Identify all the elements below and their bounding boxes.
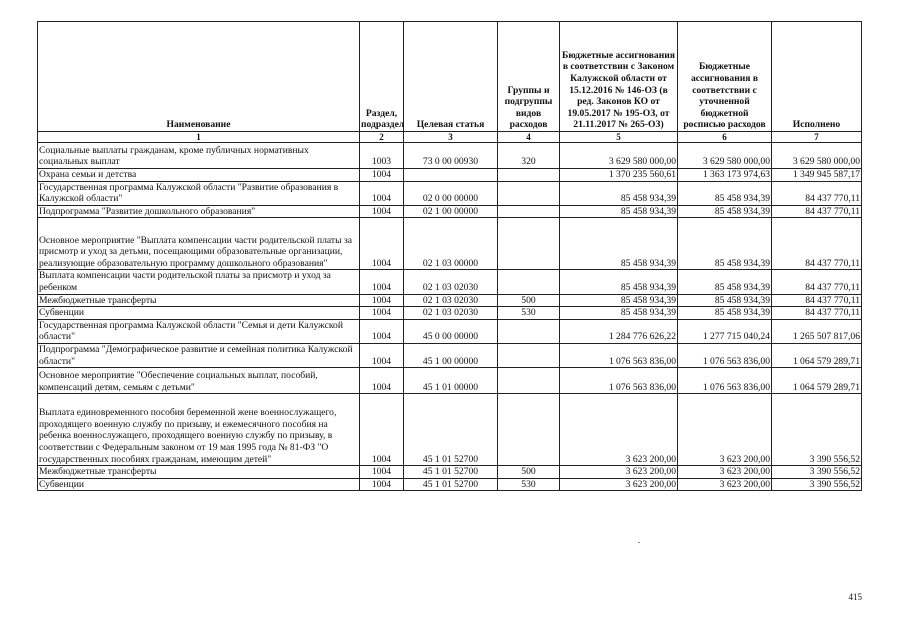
row-target: 45 1 01 52700 [404, 394, 498, 466]
table-row [38, 143, 862, 169]
table-row [38, 394, 862, 466]
row-allocated: 1 076 563 836,00 [560, 368, 678, 394]
row-target: 45 1 01 52700 [404, 466, 498, 479]
row-executed: 84 437 770,11 [772, 205, 862, 218]
col-header-section: Раздел, подраздел [360, 22, 404, 132]
row-allocated: 1 370 235 560,61 [560, 169, 678, 182]
row-section: 1003 [360, 143, 404, 169]
row-target: 02 1 00 00000 [404, 205, 498, 218]
row-name: Основное мероприятие "Обеспечение социальных выплат, пособий, компенсаций детям, семьям с детьми" [38, 368, 360, 394]
column-number-row [38, 132, 862, 143]
row-section: 1004 [360, 307, 404, 320]
row-refined: 3 623 200,00 [678, 466, 772, 479]
row-allocated: 85 458 934,39 [560, 307, 678, 320]
row-executed: 1 265 507 817,06 [772, 319, 862, 343]
row-allocated: 85 458 934,39 [560, 294, 678, 307]
scan-speck [638, 542, 640, 543]
row-allocated: 85 458 934,39 [560, 205, 678, 218]
row-target: 02 1 03 02030 [404, 307, 498, 320]
table-row [38, 270, 862, 294]
table-row [38, 294, 862, 307]
table-row [38, 478, 862, 491]
row-group [498, 270, 560, 294]
row-name: Подпрограмма "Демографическое развитие и семейная политика Калужской области" [38, 343, 360, 367]
row-section: 1004 [360, 270, 404, 294]
row-allocated: 3 623 200,00 [560, 478, 678, 491]
row-group: 500 [498, 466, 560, 479]
row-name: Государственная программа Калужской области "Развитие образования в Калужской области" [38, 181, 360, 205]
row-target: 02 1 03 02030 [404, 294, 498, 307]
budget-table [37, 21, 862, 491]
row-executed: 3 390 556,52 [772, 394, 862, 466]
row-refined: 1 277 715 040,24 [678, 319, 772, 343]
row-allocated: 1 076 563 836,00 [560, 343, 678, 367]
row-executed: 84 437 770,11 [772, 218, 862, 270]
row-allocated: 3 629 580 000,00 [560, 143, 678, 169]
row-group [498, 343, 560, 367]
row-group: 500 [498, 294, 560, 307]
column-number: 2 [360, 132, 404, 143]
row-target: 02 1 03 02030 [404, 270, 498, 294]
column-number: 4 [498, 132, 560, 143]
column-number: 7 [772, 132, 862, 143]
row-allocated: 1 284 776 626,22 [560, 319, 678, 343]
table-row [38, 466, 862, 479]
row-section: 1004 [360, 368, 404, 394]
row-executed: 3 390 556,52 [772, 478, 862, 491]
row-section: 1004 [360, 218, 404, 270]
table-row [38, 169, 862, 182]
row-refined: 3 629 580 000,00 [678, 143, 772, 169]
header-row [38, 22, 862, 132]
row-name: Охрана семьи и детства [38, 169, 360, 182]
row-executed: 84 437 770,11 [772, 294, 862, 307]
row-section: 1004 [360, 319, 404, 343]
row-group [498, 218, 560, 270]
col-header-target: Целевая статья [404, 22, 498, 132]
row-section: 1004 [360, 205, 404, 218]
row-group [498, 181, 560, 205]
col-header-executed: Исполнено [772, 22, 862, 132]
table-row [38, 319, 862, 343]
row-target: 45 0 00 00000 [404, 319, 498, 343]
row-name: Межбюджетные трансферты [38, 294, 360, 307]
row-group [498, 394, 560, 466]
row-allocated: 85 458 934,39 [560, 270, 678, 294]
row-allocated: 85 458 934,39 [560, 181, 678, 205]
row-allocated: 3 623 200,00 [560, 466, 678, 479]
row-target: 45 1 00 00000 [404, 343, 498, 367]
page-number: 415 [848, 592, 862, 602]
row-name: Субвенции [38, 478, 360, 491]
row-target: 45 1 01 52700 [404, 478, 498, 491]
row-section: 1004 [360, 394, 404, 466]
col-header-groups: Группы и подгруппы видов расходов [498, 22, 560, 132]
row-refined: 85 458 934,39 [678, 307, 772, 320]
row-executed: 1 349 945 587,17 [772, 169, 862, 182]
row-executed: 84 437 770,11 [772, 307, 862, 320]
row-group [498, 169, 560, 182]
table-row [38, 368, 862, 394]
row-name: Межбюджетные трансферты [38, 466, 360, 479]
row-name: Основное мероприятие "Выплата компенсации части родительской платы за присмотр и уход за детьми, посещающими образовательные организации, реализующие образовательную программу дошкольного образования" [38, 218, 360, 270]
row-refined: 3 623 200,00 [678, 478, 772, 491]
row-group: 320 [498, 143, 560, 169]
row-executed: 3 390 556,52 [772, 466, 862, 479]
row-group [498, 368, 560, 394]
row-refined: 1 363 173 974,63 [678, 169, 772, 182]
row-refined: 85 458 934,39 [678, 218, 772, 270]
row-name: Социальные выплаты гражданам, кроме публичных нормативных социальных выплат [38, 143, 360, 169]
row-refined: 85 458 934,39 [678, 205, 772, 218]
row-refined: 1 076 563 836,00 [678, 343, 772, 367]
table-row [38, 307, 862, 320]
row-refined: 3 623 200,00 [678, 394, 772, 466]
table-row [38, 218, 862, 270]
row-group [498, 319, 560, 343]
column-number: 1 [38, 132, 360, 143]
row-section: 1004 [360, 294, 404, 307]
row-name: Подпрограмма "Развитие дошкольного образования" [38, 205, 360, 218]
row-section: 1004 [360, 466, 404, 479]
row-name: Выплата единовременного пособия беременной жене военнослужащего, проходящего военную службу по призыву, и ежемесячного пособия на ребенка военнослужащего, проходящего военную службу по призыву, в соответствии с Федеральным законом от 19 мая 1995 года № 81-ФЗ "О государственных пособиях гражданам, имеющим детей" [38, 394, 360, 466]
row-name: Государственная программа Калужской области "Семья и дети Калужской области" [38, 319, 360, 343]
column-number: 3 [404, 132, 498, 143]
row-allocated: 85 458 934,39 [560, 218, 678, 270]
table-row [38, 181, 862, 205]
row-executed: 1 064 579 289,71 [772, 368, 862, 394]
col-header-refined: Бюджетные ассигнования в соответствии с уточненной бюджетной росписью расходов [678, 22, 772, 132]
table-body [38, 132, 862, 491]
row-target [404, 169, 498, 182]
column-number: 6 [678, 132, 772, 143]
row-refined: 85 458 934,39 [678, 181, 772, 205]
row-target: 45 1 01 00000 [404, 368, 498, 394]
row-executed: 3 629 580 000,00 [772, 143, 862, 169]
row-name: Выплата компенсации части родительской платы за присмотр и уход за ребенком [38, 270, 360, 294]
row-executed: 84 437 770,11 [772, 270, 862, 294]
row-section: 1004 [360, 478, 404, 491]
row-target: 73 0 00 00930 [404, 143, 498, 169]
table-row [38, 205, 862, 218]
row-section: 1004 [360, 343, 404, 367]
row-refined: 85 458 934,39 [678, 270, 772, 294]
row-group [498, 205, 560, 218]
table-row [38, 343, 862, 367]
row-executed: 1 064 579 289,71 [772, 343, 862, 367]
row-section: 1004 [360, 169, 404, 182]
row-section: 1004 [360, 181, 404, 205]
row-name: Субвенции [38, 307, 360, 320]
row-allocated: 3 623 200,00 [560, 394, 678, 466]
column-number: 5 [560, 132, 678, 143]
row-target: 02 0 00 00000 [404, 181, 498, 205]
row-group: 530 [498, 307, 560, 320]
row-target: 02 1 03 00000 [404, 218, 498, 270]
col-header-allocations: Бюджетные ассигнования в соответствии с Законом Калужской области от 15.12.2016 № 146-ОЗ (в ред. Законов КО от 19.05.2017 № 195-ОЗ, от 21.11.2017 № 265-ОЗ) [560, 22, 678, 132]
row-group: 530 [498, 478, 560, 491]
row-executed: 84 437 770,11 [772, 181, 862, 205]
row-refined: 85 458 934,39 [678, 294, 772, 307]
col-header-name: Наименование [38, 22, 360, 132]
row-refined: 1 076 563 836,00 [678, 368, 772, 394]
